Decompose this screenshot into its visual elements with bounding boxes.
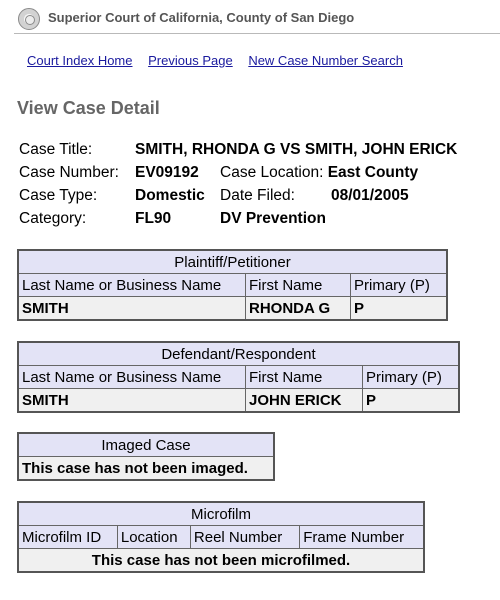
- defendant-primary: P: [363, 389, 460, 413]
- case-title-value: SMITH, RHONDA G VS SMITH, JOHN ERICK: [135, 141, 458, 158]
- defendant-col-last-name: Last Name or Business Name: [18, 366, 246, 389]
- table-row: [18, 389, 459, 413]
- case-type-label: Case Type:: [19, 187, 98, 204]
- site-title: Superior Court of California, County of San Diego: [48, 10, 355, 25]
- plaintiff-col-primary: Primary (P): [351, 274, 448, 297]
- microfilm-message: This case has not been microfilmed.: [18, 549, 424, 573]
- defendant-last-name: SMITH: [18, 389, 246, 413]
- defendant-col-primary: Primary (P): [363, 366, 460, 389]
- case-type-value: Domestic: [135, 187, 205, 204]
- plaintiff-primary: P: [351, 297, 448, 321]
- microfilm-col-frame: Frame Number: [300, 526, 424, 549]
- new-case-number-search-link[interactable]: New Case Number Search: [248, 53, 403, 68]
- court-seal-icon: [18, 8, 40, 30]
- date-filed-label: Date Filed:: [220, 187, 295, 204]
- case-number-label: Case Number:: [19, 164, 119, 181]
- defendant-first-name: JOHN ERICK: [246, 389, 363, 413]
- page-title: View Case Detail: [17, 98, 160, 118]
- plaintiff-col-last-name: Last Name or Business Name: [18, 274, 246, 297]
- plaintiff-last-name: SMITH: [18, 297, 246, 321]
- plaintiff-first-name: RHONDA G: [246, 297, 351, 321]
- case-title-label: Case Title:: [19, 141, 93, 158]
- microfilm-col-location: Location: [117, 526, 190, 549]
- site-header: [14, 4, 500, 34]
- microfilm-table: [17, 501, 425, 573]
- imaged-case-message: This case has not been imaged.: [18, 457, 274, 481]
- date-filed-value: 08/01/2005: [331, 187, 409, 204]
- category-label: Category:: [19, 210, 87, 227]
- defendant-caption: Defendant/Respondent: [18, 342, 459, 366]
- previous-page-link[interactable]: Previous Page: [148, 53, 233, 68]
- case-location-label: Case Location:: [220, 164, 324, 181]
- case-location-value: East County: [327, 164, 419, 181]
- microfilm-col-id: Microfilm ID: [18, 526, 117, 549]
- imaged-case-caption: Imaged Case: [18, 433, 274, 457]
- defendant-table: [17, 341, 460, 413]
- plaintiff-caption: Plaintiff/Petitioner: [18, 250, 447, 274]
- imaged-case-table: [17, 432, 275, 481]
- microfilm-col-reel: Reel Number: [190, 526, 299, 549]
- plaintiff-col-first-name: First Name: [246, 274, 351, 297]
- category-description: DV Prevention: [220, 210, 326, 227]
- table-row: [18, 297, 447, 321]
- case-location: [220, 161, 418, 184]
- microfilm-caption: Microfilm: [18, 502, 424, 526]
- plaintiff-table: [17, 249, 448, 321]
- category-code: FL90: [135, 210, 172, 227]
- court-index-home-link[interactable]: Court Index Home: [27, 53, 133, 68]
- case-number-value: EV09192: [135, 164, 199, 181]
- defendant-col-first-name: First Name: [246, 366, 363, 389]
- nav-links: [27, 53, 415, 68]
